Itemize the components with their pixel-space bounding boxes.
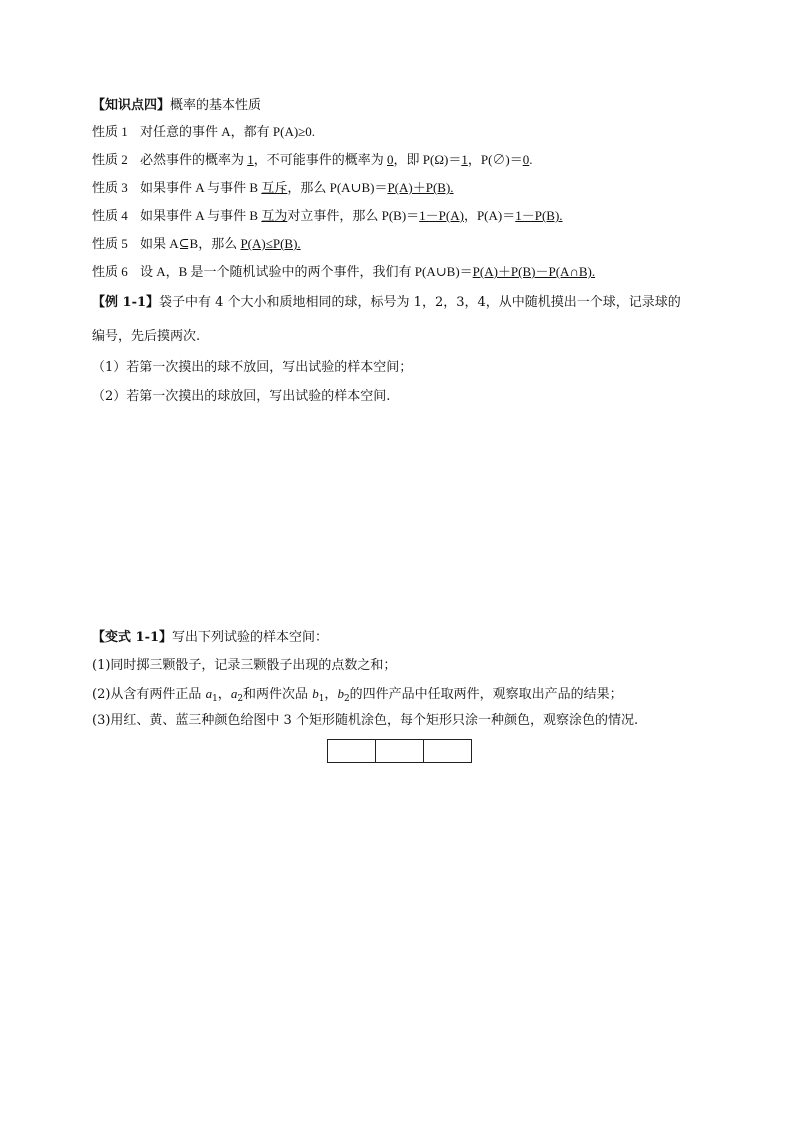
property-text: 设 A，B 是一个随机试验中的两个事件，我们有 P(A∪B)＝ xyxy=(140,264,473,279)
answer-blank: P(A)＋P(B)－P(A∩B). xyxy=(472,264,596,279)
answer-blank: 1 xyxy=(461,152,468,167)
property-text: ，P(∅)＝ xyxy=(467,152,523,167)
var-b: b xyxy=(337,686,344,701)
property-label: 性质 1 xyxy=(92,124,128,139)
property-label: 性质 3 xyxy=(92,180,128,195)
property-text: 如果 A⊆B，那么 xyxy=(140,236,241,251)
answer-blank: 0 xyxy=(522,152,530,167)
property-text: ，即 P(Ω)＝ xyxy=(393,152,462,167)
variant-text: ， xyxy=(324,687,338,702)
var-b: b xyxy=(312,686,319,701)
subscript: 2 xyxy=(343,694,350,704)
variant-tag: 【变式 1-1】 xyxy=(92,630,173,645)
property-5 xyxy=(92,236,301,252)
property-3 xyxy=(92,180,454,196)
example-question-2: （2）若第一次摸出的球放回，写出试验的样本空间. xyxy=(92,389,391,404)
answer-blank: 1－P(A) xyxy=(419,208,464,223)
property-text: ，不可能事件的概率为 xyxy=(253,152,388,167)
rectangle-2 xyxy=(376,740,424,762)
variant-item-1: (1)同时掷三颗骰子，记录三颗骰子出现的点数之和； xyxy=(92,658,397,673)
answer-blank: 互斥 xyxy=(261,180,288,195)
section-heading xyxy=(92,98,261,114)
property-label: 性质 5 xyxy=(92,236,128,251)
property-text: 必然事件的概率为 xyxy=(140,152,248,167)
rectangle-3 xyxy=(424,740,471,762)
answer-blank: 1－P(B). xyxy=(515,208,563,223)
answer-blank: 互为 xyxy=(261,208,288,223)
example-line-1 xyxy=(92,295,681,311)
subscript: 2 xyxy=(237,694,244,704)
answer-blank: 0 xyxy=(387,152,394,167)
var-a: a xyxy=(205,686,213,701)
variant-intro: 写出下列试验的样本空间： xyxy=(172,630,329,645)
property-label: 性质 6 xyxy=(92,264,128,279)
property-text: 对任意的事件 A，都有 P(A)≥0. xyxy=(140,124,316,139)
property-text: 如果事件 A 与事件 B xyxy=(140,180,262,195)
variant-text: 的四件产品中任取两件，观察取出产品的结果； xyxy=(349,687,623,702)
property-2 xyxy=(92,152,532,168)
property-4 xyxy=(92,208,563,224)
variant-item-3: (3)用红、黄、蓝三种颜色给图中 3 个矩形随机涂色，每个矩形只涂一种颜色，观察涂色的情况. xyxy=(92,713,639,728)
answer-blank: P(A)＋P(B). xyxy=(387,180,454,195)
property-text: ，那么 P(A∪B)＝ xyxy=(287,180,388,195)
variant-heading xyxy=(92,630,328,646)
property-6 xyxy=(92,264,595,280)
var-a: a xyxy=(230,686,238,701)
property-1 xyxy=(92,124,315,140)
answer-blank: P(A)≤P(B). xyxy=(240,236,301,251)
three-rectangles-figure xyxy=(327,739,472,763)
property-text: 对立事件，那么 P(B)＝ xyxy=(287,208,420,223)
subscript: 1 xyxy=(212,694,218,704)
variant-text: ， xyxy=(217,687,231,702)
answer-blank: 1 xyxy=(247,152,254,167)
property-label: 性质 4 xyxy=(92,208,128,223)
example-line-2: 编号，先后摸两次. xyxy=(92,329,201,344)
subscript: 1 xyxy=(318,694,325,704)
property-text: 如果事件 A 与事件 B xyxy=(140,208,262,223)
heading-text: 概率的基本性质 xyxy=(170,98,262,113)
variant-item-2 xyxy=(92,686,623,707)
heading-bracket: 【知识点四】 xyxy=(92,98,171,113)
property-label: 性质 2 xyxy=(92,152,128,167)
example-question-1: （1）若第一次摸出的球不放回，写出试验的样本空间； xyxy=(92,360,413,375)
example-text: 袋子中有 4 个大小和质地相同的球，标号为 1，2，3，4，从中随机摸出一个球，记录球的 xyxy=(159,295,681,310)
rectangle-1 xyxy=(328,740,376,762)
property-text: ，P(A)＝ xyxy=(463,208,516,223)
property-text: . xyxy=(529,152,533,167)
variant-text: (2)从含有两件正品 xyxy=(92,687,206,702)
variant-text: 和两件次品 xyxy=(243,687,313,702)
example-tag: 【例 1-1】 xyxy=(92,295,160,310)
